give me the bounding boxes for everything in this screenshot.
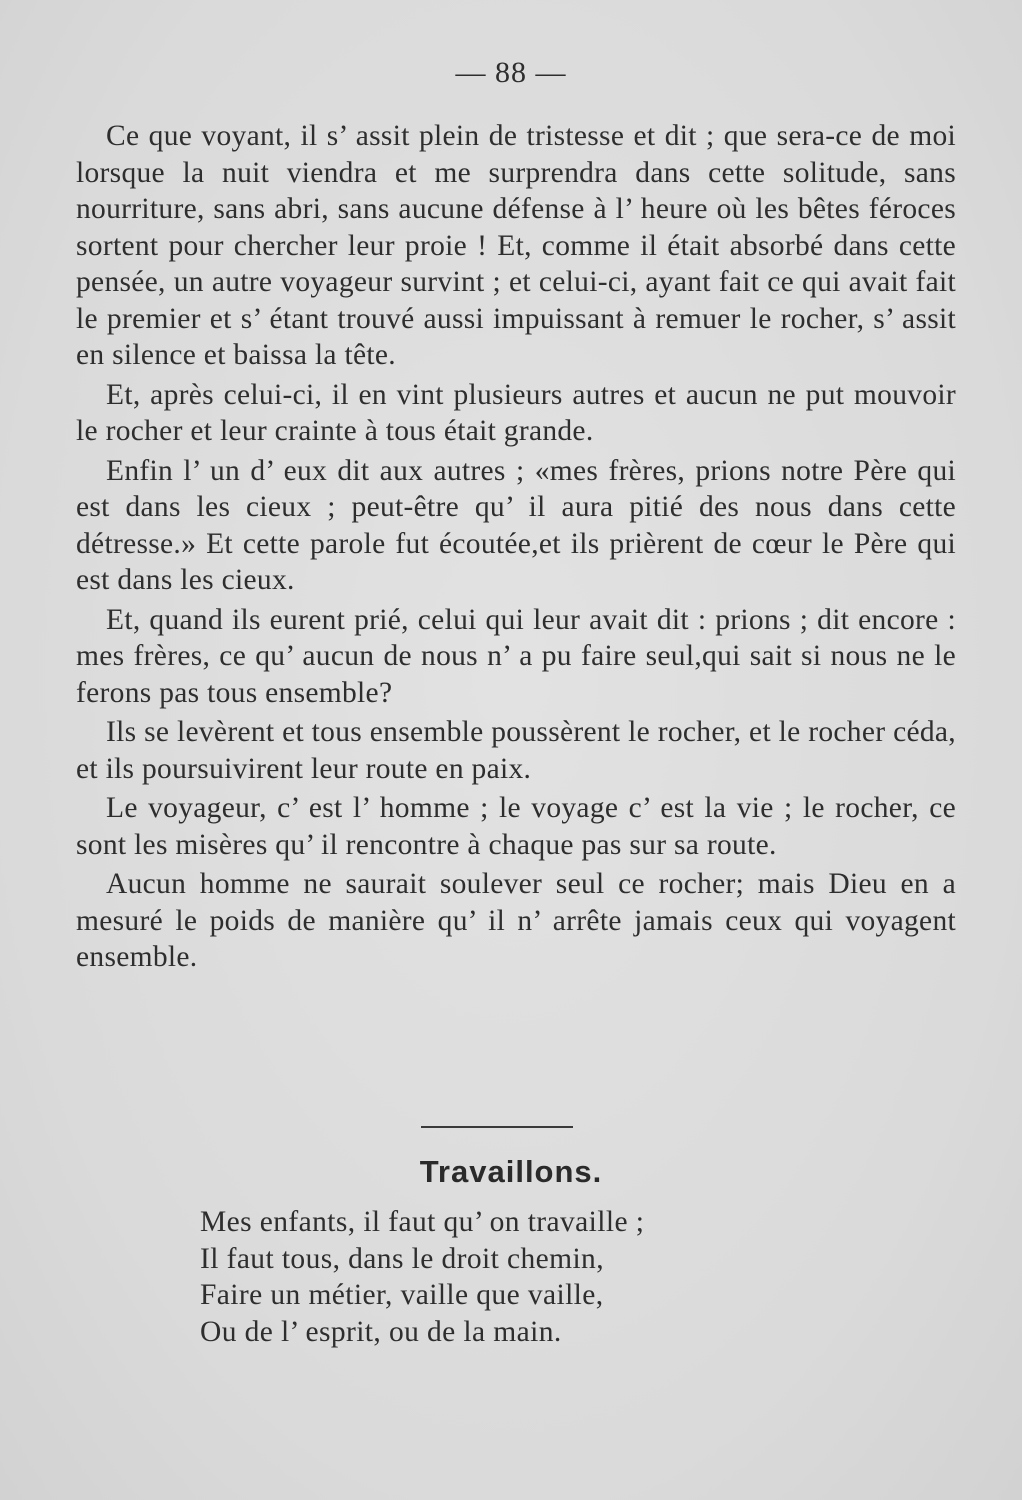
poem-line: Il faut tous, dans le droit chemin, — [200, 1242, 604, 1275]
paragraph: Ils se levèrent et tous ensemble poussèrent le rocher, et le rocher céda, et ils poursuivirent leur route en paix. — [76, 716, 956, 785]
paragraph: Ce que voyant, il s’ assit plein de tristesse et dit ; que sera-ce de moi lorsque la nuit viendra et me surprendra dans cette solitude, sans nourriture, sans abri, sans aucune défense à l’ heure où les bêtes féroces sortent pour chercher leur proie ! Et, comme il était absorbé dans cette pensée, un autre voyageur survint ; et celui-ci, ayant fait ce qui avait fait le premier et s’ étant trouvé aussi impuissant à remuer le rocher, s’ assit en silence et baissa la tête. — [76, 120, 956, 371]
paragraph: Aucun homme ne saurait soulever seul ce rocher; mais Dieu en a mesuré le poids de manière qu’ il n’ arrête jamais ceux qui voyagent ensemble. — [76, 868, 956, 973]
paragraph: Et, quand ils eurent prié, celui qui leur avait dit : prions ; dit encore : mes frères, ce qu’ aucun de nous n’ a pu faire seul,qui sait si nous ne le ferons pas tous ensemble? — [76, 603, 956, 709]
paragraph: Le voyageur, c’ est l’ homme ; le voyage c’ est la vie ; le rocher, ce sont les misères qu’ il rencontre à chaque pas sur sa route. — [76, 792, 956, 861]
poem-title: Travaillons. — [419, 1154, 603, 1189]
prose-body — [76, 118, 956, 976]
page-number: — 88 — — [455, 56, 567, 89]
poem-stanza — [200, 1204, 820, 1350]
poem-line: Faire un métier, vaille que vaille, — [200, 1279, 604, 1311]
poem-line: Mes enfants, il faut qu’ on travaille ; — [200, 1206, 645, 1238]
paragraph: Enfin l’ un d’ eux dit aux autres ; «mes frères, prions notre Père qui est dans les cieux ; peut-être qu’ il aura pitié des nous dans cette détresse.» Et cette parole fut écoutée,et ils prièrent de cœur le Père qui est dans les cieux. — [76, 454, 956, 596]
section-divider — [421, 1126, 573, 1128]
paragraph: Et, après celui-ci, il en vint plusieurs autres et aucun ne put mouvoir le rocher et leur crainte à tous était grande. — [76, 378, 956, 447]
poem-line: Ou de l’ esprit, ou de la main. — [200, 1315, 562, 1348]
